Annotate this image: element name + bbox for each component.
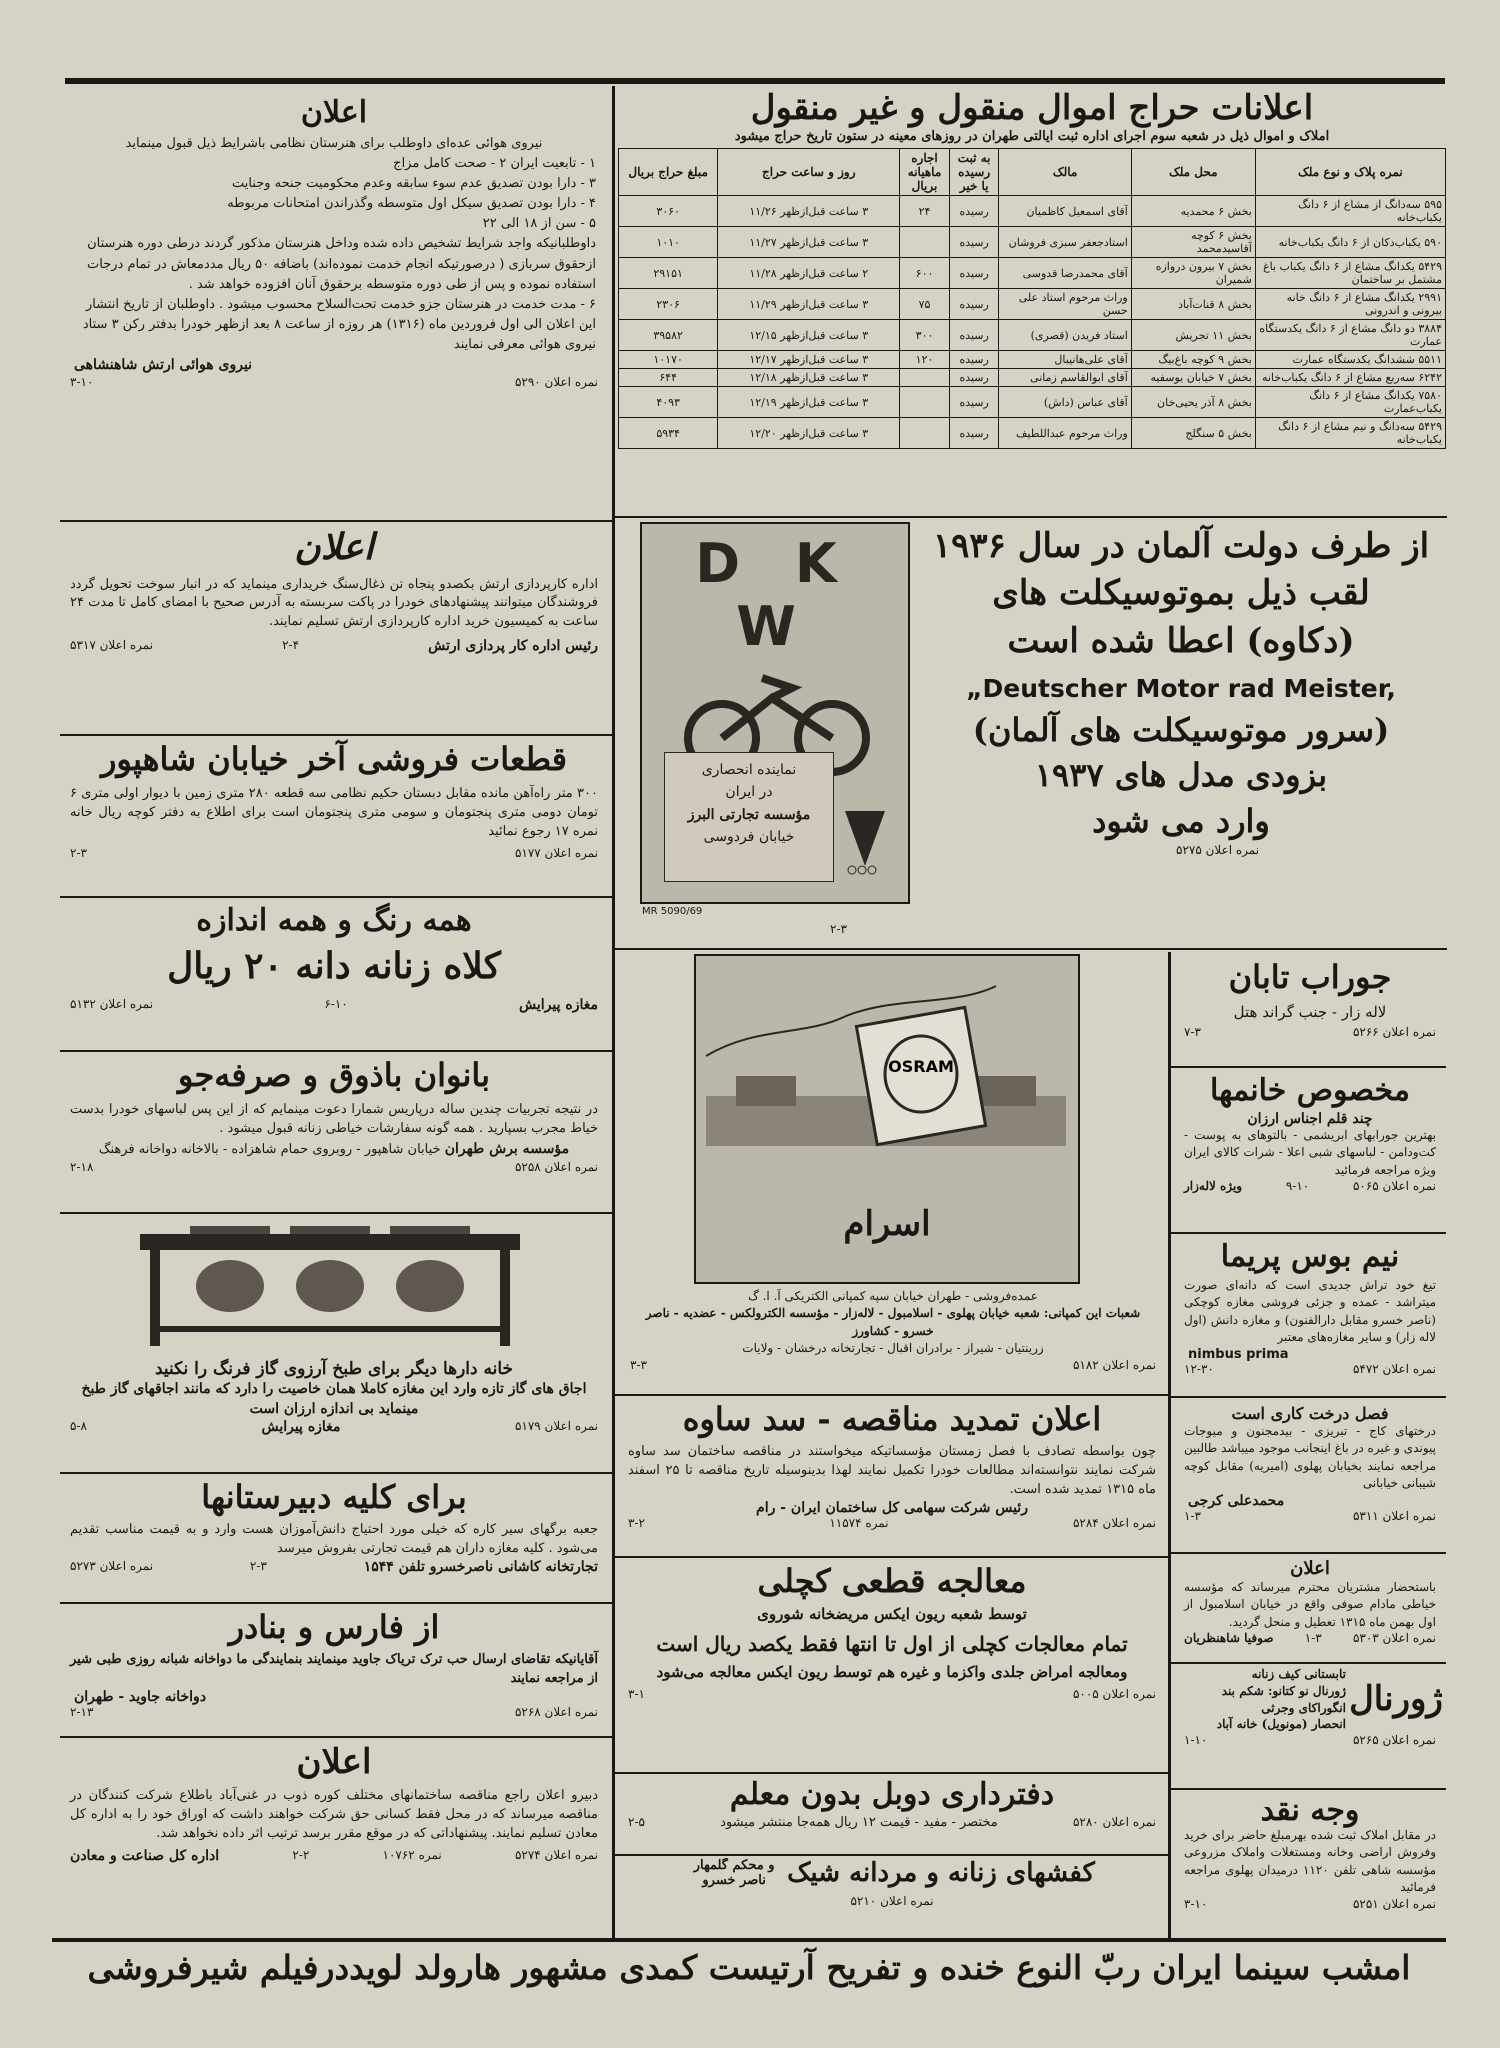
logistics-signature: رئیس اداره کار پردازی ارتش xyxy=(428,638,598,655)
auction-cell: ۳ ساعت قبل‌ازظهر ۱۲/۱۹ xyxy=(718,387,900,418)
tailor-title: بانوان باذوق و صرفه‌جو xyxy=(177,1056,491,1094)
ad-number: نمره اعلان ۵۴۷۲ xyxy=(1352,1361,1436,1376)
hats-ad xyxy=(60,900,608,1048)
auction-cell: بخش ۷ خیابان یوسفیه xyxy=(1131,369,1255,387)
stove-headline: خانه دارها دیگر برای طبخ آرزوی گاز فرنگ را نکنید xyxy=(154,1359,514,1379)
auction-cell: ۳۹۵۸۲ xyxy=(619,320,718,351)
auction-cell: ۳۰۶۰ xyxy=(619,196,718,227)
alopecia-body: ومعالجه امراض جلدی واکزما و غیره هم توسط ریون ایکس معالجه می‌شود xyxy=(656,1663,1128,1682)
auction-cell: رسیده xyxy=(949,258,999,289)
ad-number: نمره اعلان ۵۲۸۰ xyxy=(1072,1815,1156,1829)
auction-cell: ۳ ساعت قبل‌ازظهر ۱۲/۱۸ xyxy=(718,369,900,387)
dkw-logo: D K W xyxy=(695,532,855,658)
auction-cell: وراث مرحوم عبداللطیف xyxy=(999,418,1131,449)
auction-cell: ۳ ساعت قبل‌ازظهر ۱۲/۱۷ xyxy=(718,351,900,369)
auction-row xyxy=(619,418,1446,449)
land-title: قطعات فروشی آخر خیابان شاهپور xyxy=(100,740,568,778)
ad-ref: نمره ۱۰۷۶۲ xyxy=(382,1847,442,1862)
condition-item: ۵ - سن از ۱۸ الی ۲۲ xyxy=(482,216,596,232)
auction-cell: ۱۰۱۰ xyxy=(619,227,718,258)
auction-cell: رسیده xyxy=(949,351,999,369)
tailor-body: در نتیجه تجربیات چندین ساله درپاریس شمارا دعوت مینمایم که از این پس لباسهای خودرا بدست خیاط مجرب بسپارید . همه گونه سفارشات خیاطی زنانه قبول میشود . xyxy=(70,1102,598,1137)
auction-cell: بخش ۶ محمدیه xyxy=(1131,196,1255,227)
auction-cell: آقای علی‌هانیبال xyxy=(999,351,1131,369)
top-rule xyxy=(65,78,1445,84)
mining-title: اعلان xyxy=(296,1742,372,1782)
agent-line: مؤسسه تجارتی البرز xyxy=(687,806,811,823)
auction-cell: ۳۸۸۴ دو دانگ مشاع از ۶ دانگ یکدستگاه عمارت xyxy=(1255,320,1445,351)
auction-cell: بخش ۱۱ تجریش xyxy=(1131,320,1255,351)
socks-title: جوراب تابان xyxy=(1228,958,1392,996)
auction-row xyxy=(619,351,1446,369)
osram-brand-latin: OSRAM xyxy=(888,1057,954,1076)
auction-cell: رسیده xyxy=(949,320,999,351)
dkw-code: MR 5090/69 xyxy=(642,906,703,917)
auction-cell: ۲۹۹۱ یکدانگ مشاع از ۶ دانگ خانه بیرونی و اندرونی xyxy=(1255,289,1445,320)
tailor-address-line xyxy=(60,1139,608,1160)
dkw-text xyxy=(916,522,1446,946)
ad-run: ۲-۲ xyxy=(292,1847,310,1862)
ad-number: نمره اعلان ۵۲۶۵ xyxy=(1352,1733,1436,1748)
auction-cell: ۴۰۹۳ xyxy=(619,387,718,418)
trees-body: درختهای کاج - تبریزی - بیدمجنون و میوجات پیوندی و غیره در باغ اینجانب موجود میباشد طالبین مراجعه نمایند بخیابان پهلوی (امیریه) مقابل کوچه شیبانی خیابانی xyxy=(1184,1424,1436,1491)
auction-cell: ۵۴۲۹ سه‌دانگ و نیم مشاع از ۶ دانگ یکباب‌خانه xyxy=(1255,418,1445,449)
ad-meta xyxy=(1174,1733,1446,1747)
auction-cell: ۳ ساعت قبل‌ازظهر ۱۱/۲۹ xyxy=(718,289,900,320)
ad-meta xyxy=(60,1160,608,1174)
ad-meta xyxy=(60,1848,608,1864)
col-header: روز و ساعت حراج xyxy=(718,149,900,196)
closing-notice-ad xyxy=(1174,1556,1446,1660)
closing-title: اعلان xyxy=(1290,1558,1330,1579)
dkw-illustration xyxy=(640,522,910,904)
ad-meta xyxy=(60,375,608,389)
auction-cell: رسیده xyxy=(949,418,999,449)
osram-line2: شعبات این کمپانی: شعبه خیابان پهلوی - اسلامبول - لاله‌زار - مؤسسه الکترولکس - عضدیه - ناصر خسرو - کشاورز xyxy=(645,1306,1141,1338)
ad-run: ۱۲-۳۰ xyxy=(1184,1361,1214,1376)
auction-cell: آقای اسمعیل کاظمیان xyxy=(999,196,1131,227)
ad-meta xyxy=(618,1687,1166,1701)
socks-body: لاله زار - جنب گراند هتل xyxy=(1233,1003,1387,1022)
journal-line: تابستانی کیف زنانه xyxy=(1251,1667,1346,1681)
ad-run: ۹-۱۰ xyxy=(1285,1179,1310,1194)
ad-run: ۱-۳ xyxy=(1184,1508,1201,1523)
tender-ad xyxy=(618,1398,1166,1550)
ad-number: نمره اعلان ۵۳۱۱ xyxy=(1352,1508,1436,1523)
dkw-number: نمره اعلان ۵۲۷۵ xyxy=(1176,842,1260,857)
mining-signature: اداره کل صناعت و معادن xyxy=(70,1847,220,1864)
auction-cell: ۱۰۱۷۰ xyxy=(619,351,718,369)
ad-run: ۲-۳ xyxy=(249,1558,267,1573)
ad-run: ۳-۱۰ xyxy=(1184,1896,1208,1911)
condition-item: ۱ - تابعیت ایران ۲ - صحت کامل مزاج xyxy=(393,155,596,171)
auction-cell: بخش ۸ قنات‌آباد xyxy=(1131,289,1255,320)
auction-cell: ۷۵ xyxy=(900,289,950,320)
auction-cell: استاد فریدن (قصری) xyxy=(999,320,1131,351)
cinema-banner xyxy=(52,1944,1446,2004)
condition-item: ۶ - مدت خدمت در هنرستان جزو خدمت تحت‌السلاح محسوب میشود . داوطلبان از تاریخ انتشار این اعلان الی اول فروردین ماه (۱۳۱۶) هر روزه از ساعت ۸ بعد ازظهر خودرا بدفتر رکن ۳ ستاد نیروی هوائی معرفی نمایند xyxy=(82,296,596,353)
women-goods-ad xyxy=(1174,1070,1446,1230)
ad-run: ۱-۱۰ xyxy=(1184,1733,1208,1748)
ad-meta xyxy=(60,1705,608,1719)
auction-cell: ۲۹۱۵۱ xyxy=(619,258,718,289)
journal-line: ژورنال نو کتانو: شکم بند xyxy=(1221,1683,1346,1698)
auction-cell: آقای عباس (داش) xyxy=(999,387,1131,418)
ad-run: ۳-۱ xyxy=(628,1687,645,1702)
auction-cell xyxy=(900,227,950,258)
ad-ref: نمره ۱۱۵۷۴ xyxy=(829,1515,889,1530)
hats-line1: همه رنگ و همه اندازه xyxy=(196,903,472,938)
ad-number: نمره اعلان ۵۳۰۳ xyxy=(1352,1631,1436,1646)
ad-number: نمره اعلان ۵۲۱۰ xyxy=(850,1894,934,1908)
ad-meta xyxy=(60,638,608,654)
osram-brand-fa: اسرام xyxy=(843,1204,931,1244)
logistics-body: اداره کارپردازی ارتش بکصدو پنجاه تن ذغال‌سنگ خریداری مینماید که در انبار سوخت تحویل گردد فروشندگان میتوانند پیشنهادهای خودرا در پاکت سربسته به آدرس صحیح با امضای کامل تا مدت ۲۴ ساعت به کمیسیون خرید اداره کارپردازی ارتش تسلیم نمایند. xyxy=(70,576,598,630)
auction-cell xyxy=(900,369,950,387)
journal-line: انحصار (مونویل) خانه آباد xyxy=(1216,1717,1346,1732)
ad-number: نمره اعلان ۵۲۵۱ xyxy=(1352,1896,1436,1911)
auction-cell: ۳ ساعت قبل‌ازظهر ۱۲/۱۵ xyxy=(718,320,900,351)
fars-signature: دواخانه جاوید - طهران xyxy=(74,1688,207,1705)
auction-row xyxy=(619,258,1446,289)
ad-meta xyxy=(618,1815,1166,1830)
dkw-german: „Deutscher Motor rad Meister, xyxy=(966,674,1396,704)
ad-run: ۲-۱۳ xyxy=(70,1704,94,1719)
ledger-title: دفترداری دوبل بدون معلم xyxy=(729,1777,1055,1812)
ad-number: نمره اعلان ۵۲۶۶ xyxy=(1352,1025,1436,1040)
ad-meta xyxy=(1174,1179,1446,1193)
auction-cell: ۵۹۵ سه‌دانگ از مشاع از ۶ دانگ یکباب‌خانه xyxy=(1255,196,1445,227)
auction-cell: ۱۲۰ xyxy=(900,351,950,369)
auction-cell: ۳ ساعت قبل‌ازظهر ۱۱/۲۶ xyxy=(718,196,900,227)
ad-number: نمره اعلان ۵۲۷۴ xyxy=(514,1847,598,1862)
trees-signature: محمدعلی کرجی xyxy=(1188,1492,1285,1509)
dkw-line: از طرف دولت آلمان در سال ۱۹۳۶ xyxy=(932,526,1430,566)
trees-title: فصل درخت کاری است xyxy=(1231,1404,1389,1423)
ad-meta xyxy=(60,1559,608,1575)
closing-signature: صوفیا شاهنظریان xyxy=(1184,1631,1274,1646)
auction-cell: ۳ ساعت قبل‌ازظهر ۱۱/۲۷ xyxy=(718,227,900,258)
auction-row xyxy=(619,320,1446,351)
fars-body: آقایانیکه تقاضای ارسال حب ترک تریاک جاوید مینمایند بنمایندگی ما دواخانه شبانه روزی طبی شیر از مراجعه نمایند xyxy=(70,1652,598,1687)
ad-run: ۲-۴ xyxy=(282,638,300,653)
ad-run: ۷-۳ xyxy=(1184,1025,1201,1040)
col-header: مبلغ حراج بریال xyxy=(619,149,718,196)
air-force-title: اعلان xyxy=(300,95,368,130)
tailor-address: خیابان شاهپور - روبروی حمام شاهزاده - بالاخانه دواخانه فرهنگ xyxy=(98,1141,441,1157)
ad-meta xyxy=(1174,1509,1446,1523)
auction-cell: ۵۵۱۱ ششدانگ یکدستگاه عمارت xyxy=(1255,351,1445,369)
dkw-run: ۲-۳ xyxy=(830,922,847,936)
col-header: محل ملک xyxy=(1131,149,1255,196)
auction-cell xyxy=(900,387,950,418)
auction-row xyxy=(619,227,1446,258)
land-sale-ad xyxy=(60,738,608,894)
journal-line: انگوراکای وجرثی xyxy=(1261,1700,1346,1715)
ad-number: نمره اعلان ۵۲۷۳ xyxy=(70,1558,154,1573)
ad-meta xyxy=(1174,1025,1446,1039)
auction-row xyxy=(619,387,1446,418)
auction-subtitle: املاک و اموال ذیل در شعبه سوم اجرای اداره ثبت ایالتی طهران در روزهای معینه در ستون تاریخ حراج میشود xyxy=(734,129,1330,145)
hats-shop: مغازه پیرایش xyxy=(519,996,598,1013)
ad-meta xyxy=(60,846,608,860)
auction-cell: بخش ۸ آذر یحیی‌خان xyxy=(1131,387,1255,418)
auction-cell: رسیده xyxy=(949,227,999,258)
auction-cell: بخش ۶ کوچه آقاسید‌محمد xyxy=(1131,227,1255,258)
dkw-line: لقب ذیل بموتوسیکلت های xyxy=(992,573,1370,614)
osram-text xyxy=(620,1288,1166,1382)
ad-number: نمره اعلان ۵۲۹۰ xyxy=(514,375,598,390)
logistics-title: اعلان xyxy=(294,526,374,568)
tailor-signature: مؤسسه برش طهران xyxy=(444,1140,570,1157)
ad-number: نمره اعلان ۵۱۷۷ xyxy=(514,845,598,860)
hats-line2: کلاه زنانه دانه ۲۰ ریال xyxy=(167,945,501,987)
auction-cell: رسیده xyxy=(949,289,999,320)
auction-cell: ۲۳۰۶ xyxy=(619,289,718,320)
ad-run: ۵-۸ xyxy=(70,1419,87,1434)
auction-cell: رسیده xyxy=(949,369,999,387)
gas-stove-illustration xyxy=(60,1216,608,1356)
nimbus-title: نیم بوس پریما xyxy=(1220,1239,1400,1274)
auction-cell: آقای ابوالقاسم زمانی xyxy=(999,369,1131,387)
ad-meta xyxy=(618,1516,1166,1530)
agent-line: نماینده انحصاری xyxy=(701,762,797,778)
ad-run: ۱-۳ xyxy=(1304,1631,1322,1646)
alopecia-sub: توسط شعبه ریون ایکس مریضخانه شوروی xyxy=(757,1605,1027,1624)
cash-body: در مقابل املاک ثبت شده بهرمبلغ حاضر برای خرید وفروش اراضی وخانه ومستغلات واملاک مزروعی مؤسسه شاهی تلفن ۱۱۲۰ درمیدان پهلوی مراجعه فرمائید xyxy=(1184,1828,1436,1895)
auction-cell: ۵۴۲۹ یکدانگ مشاع از ۶ دانگ یکباب باغ مشتمل بر ساختمان xyxy=(1255,258,1445,289)
ad-number: نمره اعلان ۵۲۸۴ xyxy=(1072,1515,1156,1530)
nimbus-body: تیغ خود تراش جدیدی است که دانه‌ای صورت میتراشد - عمده و جزئی فروشی مغازه کوچکی (ناصر خسرو مقابل دارالفنون) و مغازه دانش (اول لاله زار) و سایر مغازه‌های معتبر xyxy=(1184,1278,1436,1345)
condition-item: ۴ - دارا بودن تصدیق سیکل اول متوسطه وگذراندن امتحانات مربوطه xyxy=(227,196,596,212)
fars-title: از فارس و بنادر xyxy=(228,1608,440,1646)
column-divider-right xyxy=(1168,952,1171,1938)
school-body: جعبه برگهای سیر کاره که خیلی مورد احتیاج دانش‌آموزان هست وارد و به قیمت مناسب تقدیم می‌شود . کلیه مغازه داران هم قیمت تجارتی بفروش میرسد xyxy=(70,1522,598,1557)
school-title: برای کلیه دبیرستانها xyxy=(201,1478,467,1516)
air-force-signature: نیروی هوائی ارتش شاهنشاهی xyxy=(74,357,253,374)
socks-ad xyxy=(1174,954,1446,1064)
alopecia-ad xyxy=(618,1560,1166,1772)
auction-cell: بخش ۹ کوچه باغ‌بیگ xyxy=(1131,351,1255,369)
ad-number: نمره اعلان ۵۱۷۹ xyxy=(514,1419,598,1434)
auction-row xyxy=(619,369,1446,387)
auction-cell: ۶۰۰ xyxy=(900,258,950,289)
osram-line3: زرینتیان - شیراز - برادران اقبال - تجارتخانه درخشان - ولایات xyxy=(742,1341,1044,1356)
school-signature: تجارتخانه کاشانی ناصرخسرو تلفن ۱۵۴۴ xyxy=(363,1558,598,1575)
stove-body: اجاق های گاز تازه وارد این مغازه کاملا همان خاصیت را دارد که مانند اجاقهای گاز طبخ مینماید بی اندازه ارزان است xyxy=(81,1380,587,1417)
auction-cell: ۶۲۴۲ سه‌ربع مشاع از ۶ دانگ یکباب‌خانه xyxy=(1255,369,1445,387)
dkw-badge-icon xyxy=(840,806,890,876)
cash-title: وجه نقد xyxy=(1260,1793,1360,1828)
osram-illustration xyxy=(694,954,1080,1284)
auction-cell: ۳ ساعت قبل‌ازظهر ۱۲/۲۰ xyxy=(718,418,900,449)
agent-line: در ایران xyxy=(725,784,773,801)
condition-item: داوطلبانیکه واجد شرایط تشخیص داده شده وداخل هنرستان مذکور گردند درطی دوره هنرستان ازحقوق سربازی ( درصورتیکه انجام خدمت نموده‌اند) باضافه ۵۰ ریال مددمعاش در تمام درجات استفاده نموده و پس از طی دوره متوسطه برحقوق آنان افزوده خواهد شد . xyxy=(87,236,596,292)
auction-cell: ۷۵۸۰ یکدانگ مشاع از ۶ دانگ یکباب‌عمارت xyxy=(1255,387,1445,418)
journal-title: ژورنال xyxy=(1349,1678,1443,1719)
mining-body: دبیرو اعلان راجع مناقصه ساختمانهای مختلف کوره ذوب در غنی‌آباد باطلاع شرکت کنندگان در مناقصه میرساند که در محل فقط کسانی حق شرکت خواهند داشت که اوراق خود را به اداره کل معادن تسلیم نمایند. پیشنهاداتی که در موقع مقرر برسد ترتیب اثر داده نخواهد شد. xyxy=(70,1788,598,1842)
women-title: مخصوص خانمها xyxy=(1209,1073,1410,1108)
auction-row xyxy=(619,289,1446,320)
ad-run: ۲-۱۸ xyxy=(70,1159,94,1174)
auction-cell: بخش ۵ سنگلج xyxy=(1131,418,1255,449)
alopecia-headline: تمام معالجات کچلی از اول تا انتها فقط یکصد ریال است xyxy=(656,1632,1128,1657)
stove-shop: مغازه پیرایش xyxy=(261,1419,341,1436)
auction-title: اعلانات حراج اموال منقول و غیر منقول xyxy=(750,88,1314,128)
ad-number: نمره اعلان ۵۱۸۲ xyxy=(1072,1357,1156,1372)
women-body: بهترین جورابهای ابریشمی - بالتوهای به پوست - کت‌ودامن - لباسهای شبی اعلا - شرات کالای ایران ویژه مراجعه فرمائید xyxy=(1184,1128,1436,1177)
auction-cell: رسیده xyxy=(949,196,999,227)
nimbus-ad xyxy=(1174,1236,1446,1394)
dkw-line: (سرور موتوسیکلت های آلمان) xyxy=(972,711,1390,750)
auction-cell: آقای محمدرضا قدوسی xyxy=(999,258,1131,289)
col-header: اجاره ماهیانه بریال xyxy=(900,149,950,196)
ad-meta xyxy=(1174,1362,1446,1376)
auction-cell: ۵۹۳۴ xyxy=(619,418,718,449)
shoes-title: کفشهای زنانه و مردانه شیک xyxy=(787,1858,1095,1888)
auction-cell: ۶۴۴ xyxy=(619,369,718,387)
nimbus-latin: nimbus prima xyxy=(1188,1346,1289,1362)
auction-cell: ۲۴ xyxy=(900,196,950,227)
ad-run: ۳-۳ xyxy=(630,1357,647,1372)
ad-run: ۳-۲ xyxy=(628,1515,645,1530)
dkw-line: وارد می شود xyxy=(1092,801,1270,840)
ad-number: نمره اعلان ۵۰۶۵ xyxy=(1352,1179,1436,1194)
alopecia-title: معالجه قطعی کچلی xyxy=(757,1562,1027,1600)
ledger-ad xyxy=(618,1776,1166,1852)
auction-cell: بخش ۷ بیرون دروازه شمیران xyxy=(1131,258,1255,289)
army-logistics-ad xyxy=(60,524,608,732)
ad-number: نمره اعلان ۵۲۵۸ xyxy=(514,1159,598,1174)
auction-cell: ۳۰۰ xyxy=(900,320,950,351)
shoes-side: و محکم گلمهار ناصر خسرو xyxy=(693,1858,775,1888)
ad-number: نمره اعلان ۵۲۶۸ xyxy=(514,1704,598,1719)
shoes-ad xyxy=(618,1858,1166,1934)
auction-row xyxy=(619,196,1446,227)
ad-meta xyxy=(60,1419,608,1435)
ledger-body: مختصر - مفید - قیمت ۱۲ ریال همه‌جا منتشر میشود xyxy=(720,1815,998,1830)
auction-header-row xyxy=(619,149,1446,196)
air-force-ad xyxy=(60,90,608,516)
ad-meta xyxy=(1174,1631,1446,1645)
col-header: نمره پلاک و نوع ملک xyxy=(1255,149,1445,196)
column-divider xyxy=(612,86,615,1938)
col-header: به ثبت رسیده یا خیر xyxy=(949,149,999,196)
ad-number: نمره اعلان ۵۳۱۷ xyxy=(70,638,154,653)
ad-run: ۲-۵ xyxy=(628,1815,645,1829)
journal-ad xyxy=(1174,1666,1446,1786)
auction-cell: رسیده xyxy=(949,387,999,418)
air-force-intro: نیروی هوائی عده‌ای داوطلب برای هنرستان نظامی باشرایط ذیل قبول مینماید xyxy=(125,136,543,151)
ad-run: ۳-۱۰ xyxy=(70,375,94,390)
auction-cell xyxy=(900,418,950,449)
agent-line: خیابان فردوسی xyxy=(703,829,795,846)
tailor-ad xyxy=(60,1054,608,1210)
ad-meta xyxy=(620,1358,1166,1372)
tender-signature: رئیس شرکت سهامی کل ساختمان ایران - رام xyxy=(756,1499,1028,1516)
dkw-line: (دکاوه) اعطا شده است xyxy=(1007,620,1355,661)
auction-table xyxy=(618,148,1446,449)
tender-body: چون بواسطه تصادف با فصل زمستان مؤسساتیکه میخواستند در مناقصه ساختمان سد ساوه شرکت نمایند نتوانسته‌اند مطالعات خودرا تکمیل نمایند لهذا بدینوسیله تاریخ مناقصه تا ۲۵ اسفند ماه ۱۳۱۵ تمدید شده است. xyxy=(628,1444,1157,1497)
ad-number: نمره اعلان ۵۰۰۵ xyxy=(1072,1687,1156,1702)
land-body: ۳۰۰ متر راه‌آهن مانده مقابل دبستان حکیم نظامی سه قطعه ۲۸۰ متری زمین با دیوار اولی متری ۶ تومان دومی متری پنجتومان و سومی متری پنجتومان است برای اطلاع به دفتر کوچه ریال خانه نمره ۱۷ رجوع نمائید xyxy=(70,786,598,839)
fars-ad xyxy=(60,1606,608,1734)
ad-meta xyxy=(1174,1897,1446,1911)
col-header: مالک xyxy=(999,149,1131,196)
mining-ad xyxy=(60,1740,608,1932)
cinema-banner-text: امشب سینما ایران ربّ النوع خنده و تفریح آرتیست کمدی مشهور هارولد لویددرفیلم شیرفروشی xyxy=(87,1948,1411,1987)
cash-ad xyxy=(1174,1792,1446,1932)
school-supplies-ad xyxy=(60,1476,608,1600)
air-force-conditions xyxy=(60,154,608,355)
closing-body: باستحضار مشتریان محترم میرساند که مؤسسه خیاطی مادام صوفی واقع در خیابان اسلامبول از اول بهمن ماه ۱۳۱۵ تعطیل و منحل گردید. xyxy=(1184,1580,1436,1629)
women-shop: ویژه لاله‌زار xyxy=(1184,1179,1243,1194)
auction-cell: ۵۹۰ یکباب‌دکان از ۶ دانگ یکباب‌خانه xyxy=(1255,227,1445,258)
ad-number: نمره اعلان ۵۱۳۲ xyxy=(70,996,154,1011)
ad-meta xyxy=(60,997,608,1013)
stove-ad xyxy=(60,1216,608,1470)
ad-run: ۲-۳ xyxy=(70,845,87,860)
condition-item: ۳ - دارا بودن تصدیق عدم سوء سابقه وعدم محکومیت جنحه وجنایت xyxy=(231,175,596,191)
women-sub: چند قلم اجناس ارزان xyxy=(1247,1111,1373,1127)
auction-cell: استادجعفر سبزی فروشان xyxy=(999,227,1131,258)
osram-line1: عمده‌فروشی - طهران خیابان سپه کمپانی الکتریکی آ. ا. گ xyxy=(748,1289,1038,1303)
auction-cell: وراث مرحوم استاد علی حسن xyxy=(999,289,1131,320)
tender-title: اعلان تمدید مناقصه - سد ساوه xyxy=(682,1400,1102,1438)
trees-ad xyxy=(1174,1400,1446,1550)
auction-notice xyxy=(618,86,1446,514)
dkw-line: بزودی مدل های ۱۹۳۷ xyxy=(1034,756,1328,795)
dkw-agent-panel xyxy=(664,752,834,882)
auction-cell: ۲ ساعت قبل‌ازظهر ۱۱/۲۸ xyxy=(718,258,900,289)
ad-run: ۶-۱۰ xyxy=(324,996,348,1011)
